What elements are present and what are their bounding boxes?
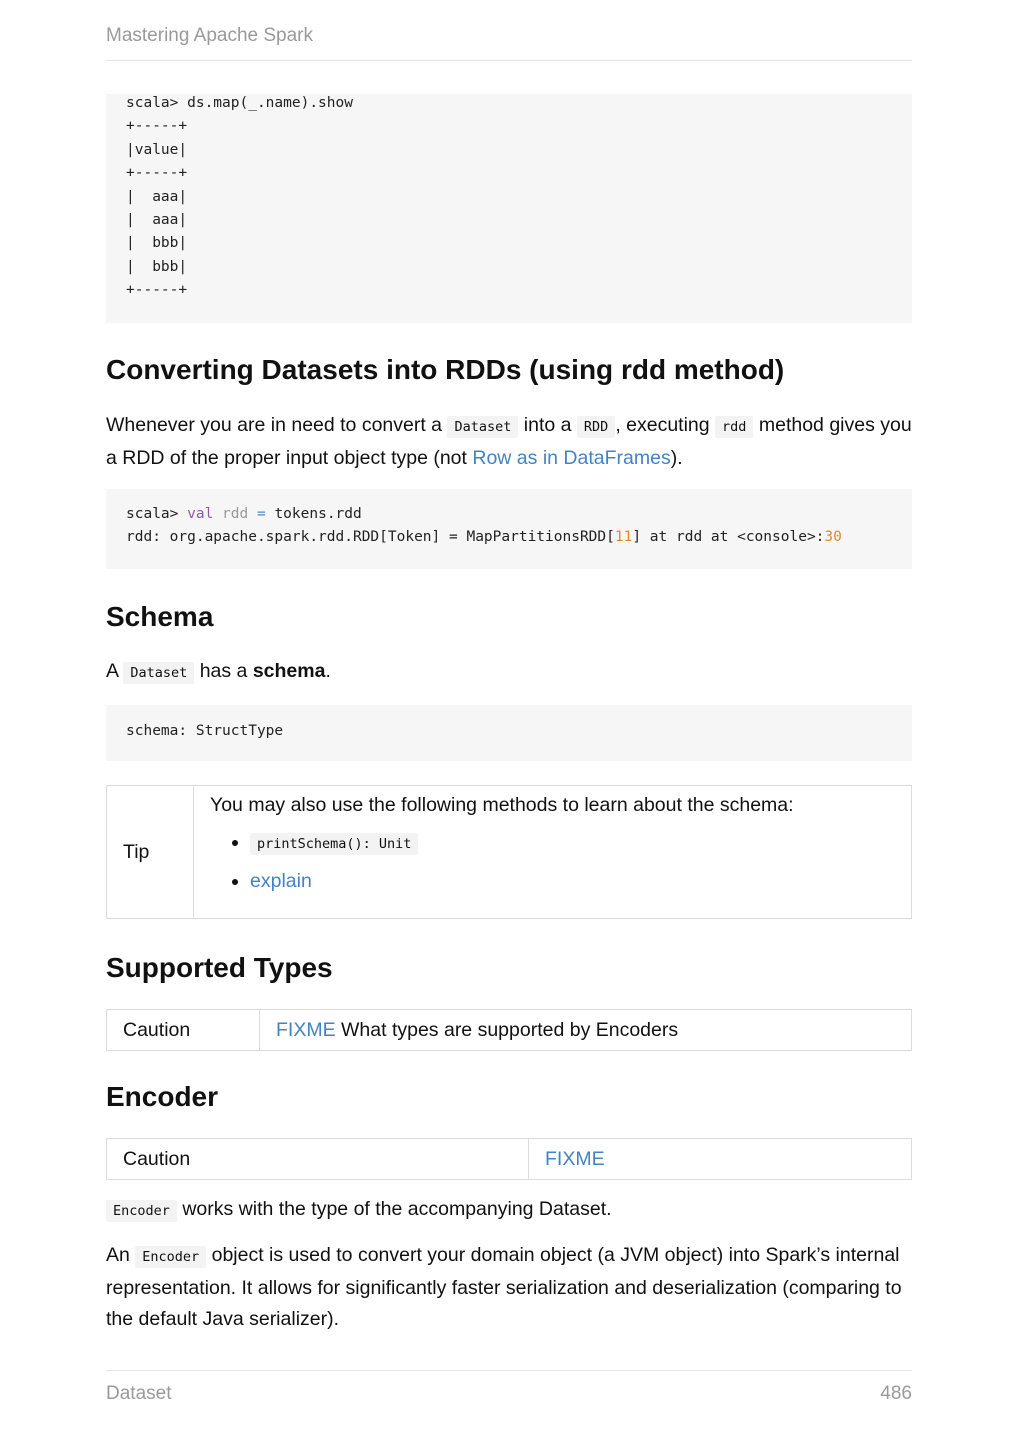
tip-method-list: [210, 824, 895, 900]
caution-content: [529, 1139, 912, 1180]
code-line: | bbb|: [126, 235, 188, 252]
page-number: 486: [880, 1383, 912, 1404]
inline-code-encoder: Encoder: [135, 1246, 206, 1268]
section-heading-encoder: Encoder: [106, 1081, 219, 1112]
code-line: | aaa|: [126, 211, 188, 228]
link-explain[interactable]: explain: [250, 870, 312, 892]
link-row-dataframes[interactable]: Row as in DataFrames: [472, 447, 671, 469]
inline-code-rdd-method: rdd: [715, 416, 753, 438]
code-block-show: [106, 94, 912, 323]
code-line: +-----+: [126, 282, 188, 299]
inline-code-printschema: printSchema(): Unit: [250, 833, 418, 855]
inline-code-rdd: RDD: [577, 416, 615, 438]
code-line: rdd: org.apache.spark.rdd.RDD[Token] = MapPartitionsRDD[11] at rdd at <console>:30: [126, 529, 842, 546]
link-fixme[interactable]: FIXME: [545, 1147, 605, 1170]
footer-chapter: Dataset: [106, 1383, 172, 1404]
paragraph-encoder-1: Encoder works with the type of the accompanying Dataset.: [106, 1194, 912, 1227]
inline-code-encoder: Encoder: [106, 1200, 177, 1222]
paragraph-schema: A Dataset has a schema.: [106, 660, 331, 682]
inline-code-dataset: Dataset: [123, 662, 194, 684]
running-header: Mastering Apache Spark: [106, 25, 314, 46]
tip-content: [194, 786, 912, 919]
code-block-schema: [106, 705, 912, 761]
paragraph-encoder-2: An Encoder object is used to convert your domain object (a JVM object) into Spark’s internal representation. It allows for significantly faster serialization and deserialization (comparing to the default Java serializer).: [106, 1244, 902, 1330]
code-line: |value|: [126, 141, 188, 158]
tip-admonition: [106, 785, 912, 919]
code-line: scala> ds.map(_.name).show: [126, 95, 353, 111]
section-heading-converting: Converting Datasets into RDDs (using rdd method): [106, 354, 785, 385]
footer-divider: [106, 1370, 912, 1371]
caution-content: FIXME What types are supported by Encoders: [260, 1010, 912, 1051]
caution-admonition-supported: [106, 1009, 912, 1051]
code-block-rdd: [106, 489, 912, 569]
inline-code-dataset: Dataset: [447, 416, 518, 438]
code-line: | bbb|: [126, 258, 188, 275]
tip-label: Tip: [107, 786, 194, 919]
section-heading-schema: Schema: [106, 601, 214, 632]
code-line: | aaa|: [126, 188, 188, 205]
section-heading-supported-types: Supported Types: [106, 952, 333, 983]
list-item: [250, 863, 895, 900]
code-line: schema: StructType: [126, 723, 284, 739]
caution-admonition-encoder: [106, 1138, 912, 1180]
list-item: [250, 824, 895, 863]
caution-label: Caution: [107, 1010, 260, 1051]
tip-text: You may also use the following methods to learn about the schema:: [210, 794, 794, 816]
caution-label: Caution: [107, 1139, 529, 1180]
code-line: +-----+: [126, 118, 188, 135]
code-line: +-----+: [126, 165, 188, 182]
code-line: scala> val rdd = tokens.rdd: [126, 506, 362, 522]
link-fixme[interactable]: FIXME: [276, 1018, 336, 1041]
header-divider: [106, 60, 912, 61]
paragraph-converting: Whenever you are in need to convert a Dataset into a RDD , executing rdd method gives you a RDD of the proper input object type (not Row as in DataFrames).: [106, 414, 912, 469]
